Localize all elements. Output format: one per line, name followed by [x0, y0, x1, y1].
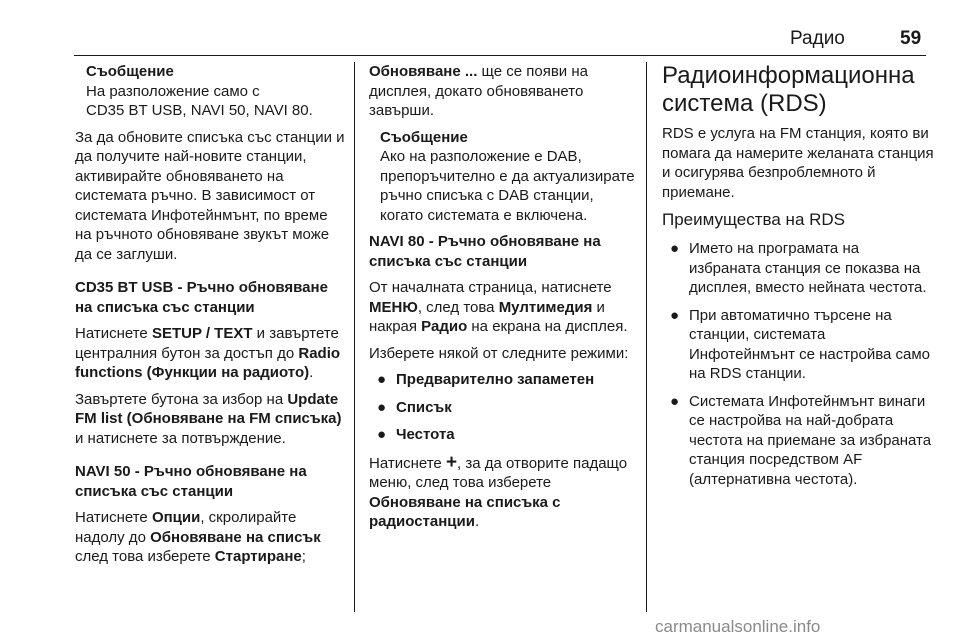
- note-text: Ако на разположение е DAB, препоръчително е да актуализирате ръчно списъка с DAB станции, когато системата е включена.: [380, 148, 635, 224]
- bold-text: МЕНЮ: [369, 298, 418, 316]
- paragraph: RDS е услуга на FM станция, която ви помага да намерите желаната станция и осигурява безпроблемното й приемане.: [662, 125, 934, 201]
- bullet-icon: ●: [670, 306, 680, 324]
- text: ще се появи на дисплея, докато обновяването завърши.: [369, 63, 588, 119]
- bold-text: Обновяване ...: [369, 63, 478, 80]
- list-item: [369, 425, 639, 445]
- text: и накрая: [369, 298, 605, 335]
- page-header: [0, 0, 960, 58]
- note-box: [75, 62, 347, 121]
- text: .: [474, 513, 480, 530]
- section-title: Радио: [790, 28, 845, 49]
- list-item-text: Списък: [396, 398, 452, 416]
- list-item-text: При автоматично търсене на станции, системата Инфотейнмънт се настройва само на RDS станции.: [689, 306, 931, 382]
- subheading-navi50: NAVI 50 - Ръчно обновяване на списъка със станции: [75, 463, 307, 500]
- list-item: [662, 239, 934, 298]
- list-item: [662, 306, 934, 384]
- section-heading: Радиоинформационна система (RDS): [662, 62, 915, 117]
- paragraph: [75, 390, 347, 449]
- paragraph: [75, 508, 347, 567]
- text: Завъртете бутона за избор на: [75, 390, 288, 408]
- bold-text: SETUP / TEXT: [151, 325, 253, 342]
- bold-text: Radio functions (Функции на радиото): [75, 344, 341, 381]
- bold-text: Мултимедия: [498, 298, 593, 316]
- bullet-icon: ●: [670, 392, 680, 410]
- list-item: [662, 392, 934, 490]
- paragraph: [369, 62, 639, 121]
- text: Натиснете: [75, 325, 152, 342]
- note-title: Съобщение: [86, 63, 174, 80]
- bold-text: Стартиране: [214, 548, 302, 565]
- list-item-text: Предварително запаметен: [396, 371, 595, 388]
- paragraph: Изберете някой от следните режими:: [369, 344, 629, 362]
- bullet-icon: ●: [377, 371, 387, 388]
- note-box: [369, 128, 639, 226]
- list-item-text: Името на програмата на избраната станция се показва на дисплея, вместо нейната честота.: [689, 240, 927, 296]
- column-2: [369, 62, 639, 539]
- text: , за да отворите падащо меню, след това изберете: [369, 454, 628, 491]
- bullet-icon: ●: [377, 398, 387, 416]
- paragraph: [369, 278, 639, 337]
- list-item: [369, 398, 639, 418]
- paragraph: За да обновите списъка със станции и да получите най-новите станции, активирайте обновяването на системата ръчно. В зависимост от системата Инфотейнмънт, по време на ръчното обновяване звукът може да се заглуши.: [75, 128, 345, 263]
- list-item-text: Системата Инфотейнмънт винаги се настройва на най-добрата честота на приемане за избраната станция посредством AF (алтернативна честота).: [689, 392, 932, 488]
- bullet-icon: ●: [670, 240, 680, 257]
- paragraph: [369, 453, 639, 532]
- text: ;: [301, 548, 306, 565]
- text: Натиснете: [75, 509, 152, 526]
- bold-text: Опции: [151, 509, 201, 526]
- text: .: [309, 364, 314, 381]
- column-3: [662, 62, 934, 497]
- modes-list: [369, 370, 639, 445]
- bold-text: Радио: [421, 318, 468, 335]
- subheading-cd35: CD35 BT USB - Ръчно обновяване на списъка със станции: [75, 279, 328, 316]
- list-item: [369, 370, 639, 390]
- text: и натиснете за потвърждение.: [75, 429, 286, 447]
- note-text: CD35 BT USB, NAVI 50, NAVI 80.: [86, 102, 313, 119]
- text: на екрана на дисплея.: [467, 318, 628, 335]
- text: и завъртете централния бутон за достъп до: [75, 325, 339, 362]
- subheading-navi80: NAVI 80 - Ръчно обновяване на списъка със станции: [369, 233, 601, 270]
- column-1: [75, 62, 347, 574]
- note-text: На разположение само с: [86, 82, 260, 100]
- text: , скролирайте надолу до: [75, 509, 297, 546]
- watermark: carmanualsonline.info: [655, 617, 821, 636]
- plus-icon: +: [445, 451, 458, 473]
- bullet-icon: ●: [377, 426, 387, 443]
- note-title: Съобщение: [380, 128, 468, 146]
- subheading-benefits: Преимущества на RDS: [662, 210, 846, 229]
- text: след това изберете: [75, 548, 215, 565]
- text: Натиснете: [369, 454, 446, 472]
- text: От началната страница, натиснете: [369, 279, 612, 296]
- page-number: 59: [900, 28, 922, 49]
- paragraph: [75, 324, 347, 383]
- column-divider-1: [354, 62, 355, 612]
- header-rule: [74, 55, 926, 56]
- bold-text: Обновяване на списъка с радиостанции: [369, 493, 561, 530]
- text: , след това: [417, 298, 499, 316]
- benefits-list: [662, 239, 934, 489]
- column-divider-2: [646, 62, 647, 612]
- list-item-text: Честота: [396, 426, 455, 443]
- bold-text: Update FM list (Обновяване на FM списъка): [75, 390, 342, 427]
- bold-text: Обновяване на списък: [150, 528, 321, 546]
